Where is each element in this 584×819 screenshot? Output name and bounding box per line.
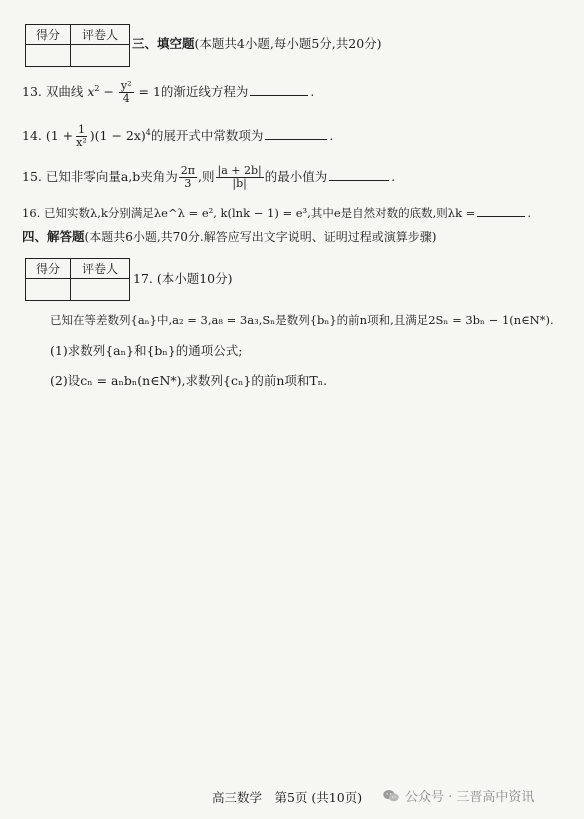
- section4-title: 四、解答题: [22, 229, 85, 244]
- q15-frac1-den: 3: [184, 177, 192, 191]
- grader-cell: [71, 279, 130, 301]
- q13-tail: .: [310, 84, 315, 100]
- q15-tail: .: [391, 169, 396, 185]
- grader-cell: [71, 45, 130, 67]
- page-footer: 高三数学 第5页 (共10页): [212, 790, 363, 805]
- q14-exp: 4: [145, 127, 151, 137]
- q13-frac-den: 4: [122, 92, 130, 106]
- q17-part2: (2)设cₙ = aₙbₙ(n∈N*),求数列{cₙ}的前n项和Tₙ.: [50, 373, 328, 388]
- q15-frac1-num: 2π: [180, 164, 196, 177]
- q17-part1: (1)求数列{aₙ}和{bₙ}的通项公式;: [50, 343, 243, 358]
- section3-heading: [132, 36, 382, 51]
- q17-heading: 17. (本小题10分): [133, 271, 233, 286]
- watermark-text: 公众号 · 三晋高中资讯: [405, 790, 535, 805]
- score-cell: [26, 45, 71, 67]
- score-table-section3: [25, 24, 130, 67]
- q15-fraction-2: [216, 165, 264, 190]
- q14-prefix: 14. (1 +: [22, 128, 74, 144]
- q15-prefix: 15. 已知非零向量a,b夹角为: [22, 169, 178, 185]
- q14-suffix: 的展开式中常数项为: [150, 128, 264, 144]
- grader-label: 评卷人: [71, 25, 130, 45]
- q17-stem: 已知在等差数列{aₙ}中,a₂ = 3,a₈ = 3a₃,Sₙ是数列{bₙ}的前n项和,且满足2Sₙ = 3bₙ − 1(n∈N*).: [50, 313, 554, 327]
- grader-label: 评卷人: [71, 259, 130, 279]
- q14-tail: .: [329, 128, 334, 144]
- q13-x: x: [87, 84, 95, 100]
- q15-answer-blank[interactable]: [329, 168, 389, 181]
- score-label: 得分: [26, 25, 71, 45]
- q13-minus: −: [99, 84, 118, 100]
- question-13: [22, 80, 314, 105]
- q15-suffix: 的最小值为: [264, 169, 328, 185]
- q13-sq: 2: [94, 83, 100, 93]
- q15-fraction-1: [179, 165, 197, 190]
- section4-heading: [22, 229, 436, 244]
- q15-frac2-num: |a + 2b|: [217, 164, 262, 177]
- q13-prefix: 13. 双曲线: [22, 84, 84, 100]
- q14-frac-num: 1: [77, 123, 85, 136]
- wechat-icon: [382, 789, 400, 803]
- question-14: [22, 124, 333, 149]
- q16-tail: .: [527, 206, 531, 220]
- q13-answer-blank[interactable]: [250, 83, 308, 96]
- q14-frac-den: x²: [76, 136, 87, 150]
- section3-title: 三、填空题: [132, 36, 195, 51]
- q16-answer-blank[interactable]: [477, 204, 525, 217]
- q13-eq: = 1的渐近线方程为: [134, 84, 249, 100]
- q15-mid: ,则: [198, 169, 215, 185]
- q14-fraction: [74, 124, 89, 149]
- question-16: [22, 204, 531, 221]
- section3-note: (本题共4小题,每小题5分,共20分): [194, 36, 382, 51]
- q13-fraction: [119, 80, 134, 105]
- section4-note: (本题共6小题,共70分.解答应写出文字说明、证明过程或演算步骤): [84, 230, 437, 244]
- question-15: [22, 165, 395, 190]
- watermark: [382, 786, 534, 805]
- score-cell: [26, 279, 71, 301]
- q13-frac-num: y²: [120, 79, 132, 92]
- q15-frac2-den: |b|: [232, 177, 247, 191]
- score-label: 得分: [26, 259, 71, 279]
- q14-mid: )(1 − 2x): [89, 128, 146, 144]
- q14-answer-blank[interactable]: [265, 127, 327, 140]
- score-table-q17: [25, 258, 130, 301]
- q16-text: 16. 已知实数λ,k分别满足λe^λ = e², k(lnk − 1) = e³,其中e是自然对数的底数,则λk =: [22, 206, 476, 220]
